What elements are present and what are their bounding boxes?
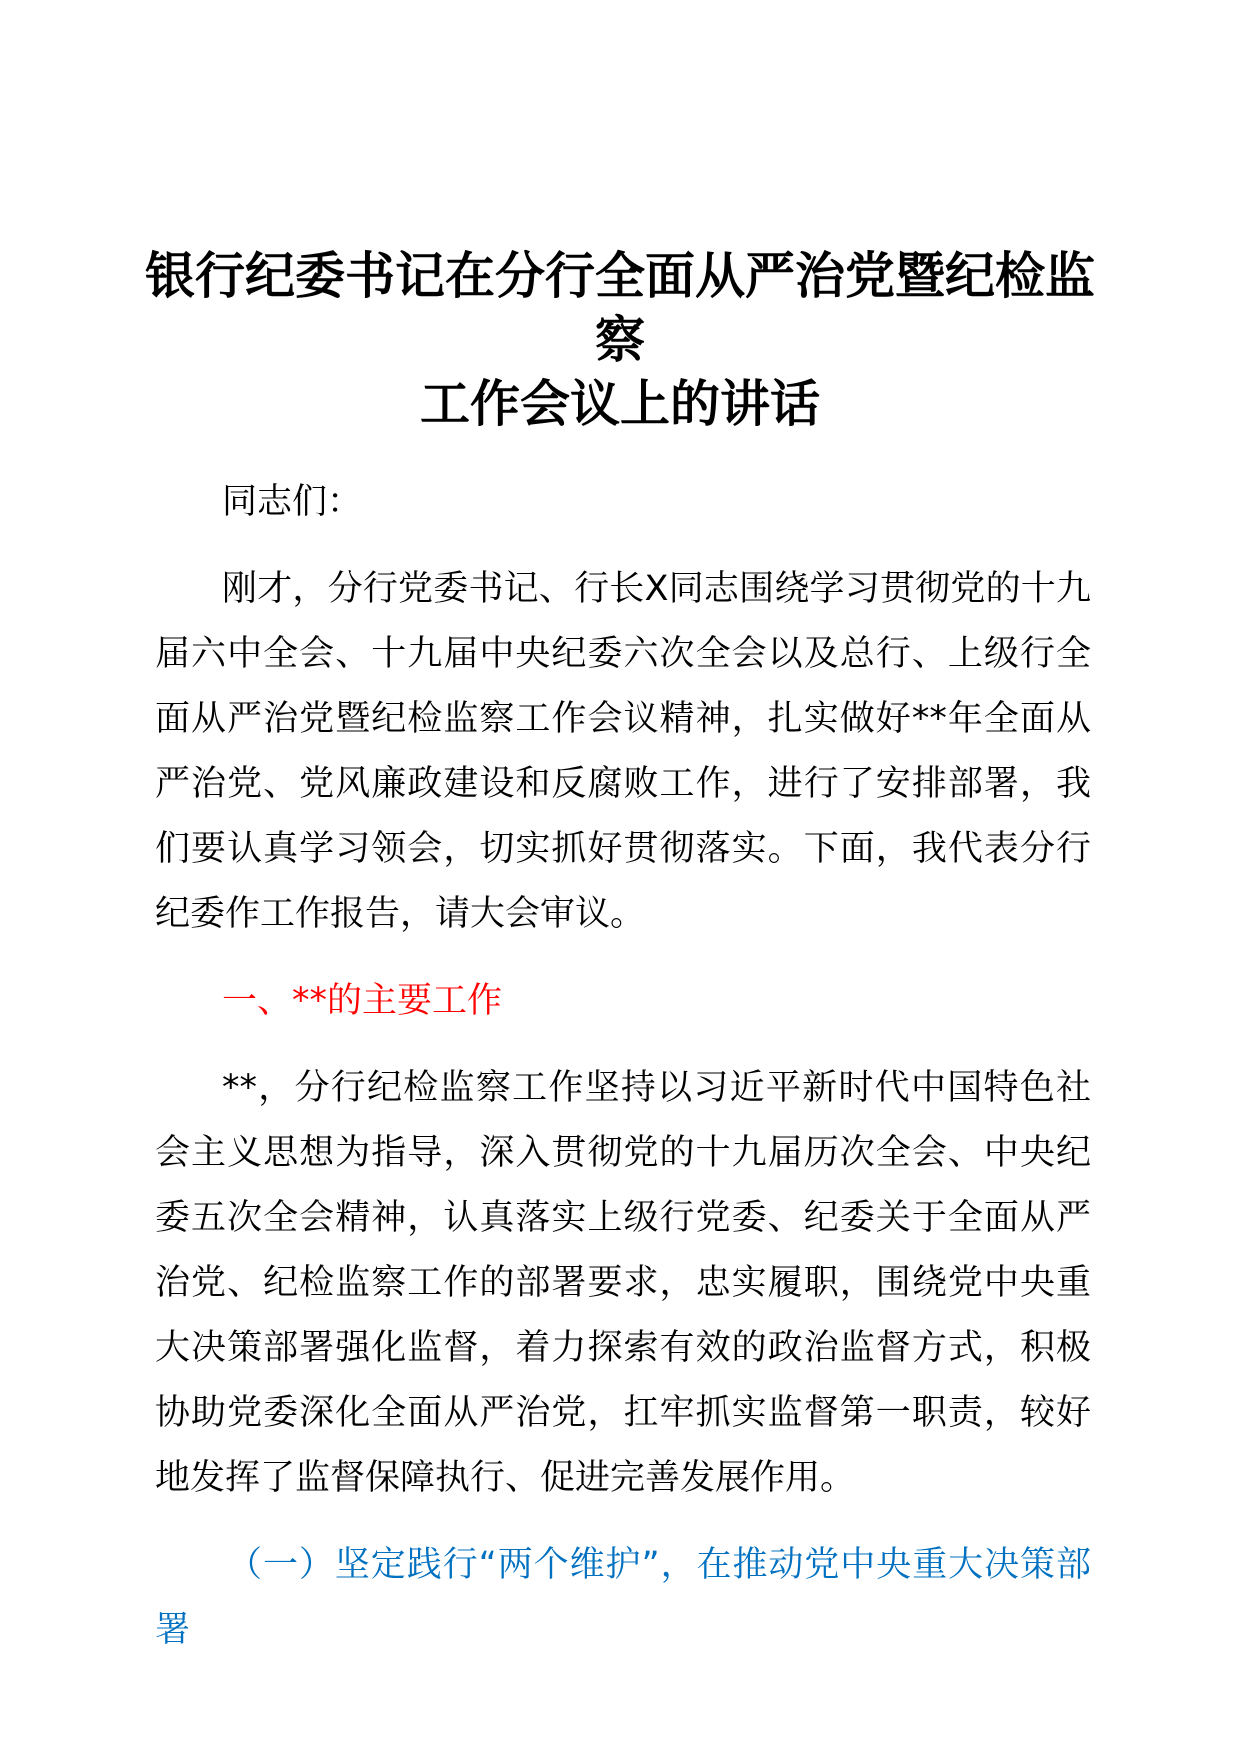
salutation: 同志们： [222,482,363,522]
title-line-1: 银行纪委书记在分行全面从严治党暨纪检监察 [145,247,1095,369]
paragraph-main-work: **，分行纪检监察工作坚持以习近平新时代中国特色社会主义思想为指导，深入贯彻党的十九届历次全会、中央纪委五次全会精神，认真落实上级行党委、纪委关于全面从严治党、纪检监察工作的部署要求，忠实履职，围绕党中央重大决策部署强化监督，着力探索有效的政治监督方式，积极协助党委深化全面从严治党，扛牢抓实监督第一职责，较好地发挥了监督保障执行、促进完善发展作用。 [155,1068,1091,1498]
paragraph-intro: 刚才，分行党委书记、行长X同志围绕学习贯彻党的十九届六中全会、十九届中央纪委六次全会以及总行、上级行全面从严治党暨纪检监察工作会议精神，扎实做好**年全面从严治党、党风廉政建设和反腐败工作，进行了安排部署，我们要认真学习领会，切实抓好贯彻落实。下面，我代表分行纪委作工作报告，请大会审议。 [155,569,1091,934]
title-line-2: 工作会议上的讲话 [420,375,820,433]
section-heading-1: 一、**的主要工作 [222,981,503,1021]
subsection-heading-1: （一）坚定践行“两个维护”，在推动党中央重大决策部署 [155,1545,1091,1650]
document-title [140,244,1100,436]
